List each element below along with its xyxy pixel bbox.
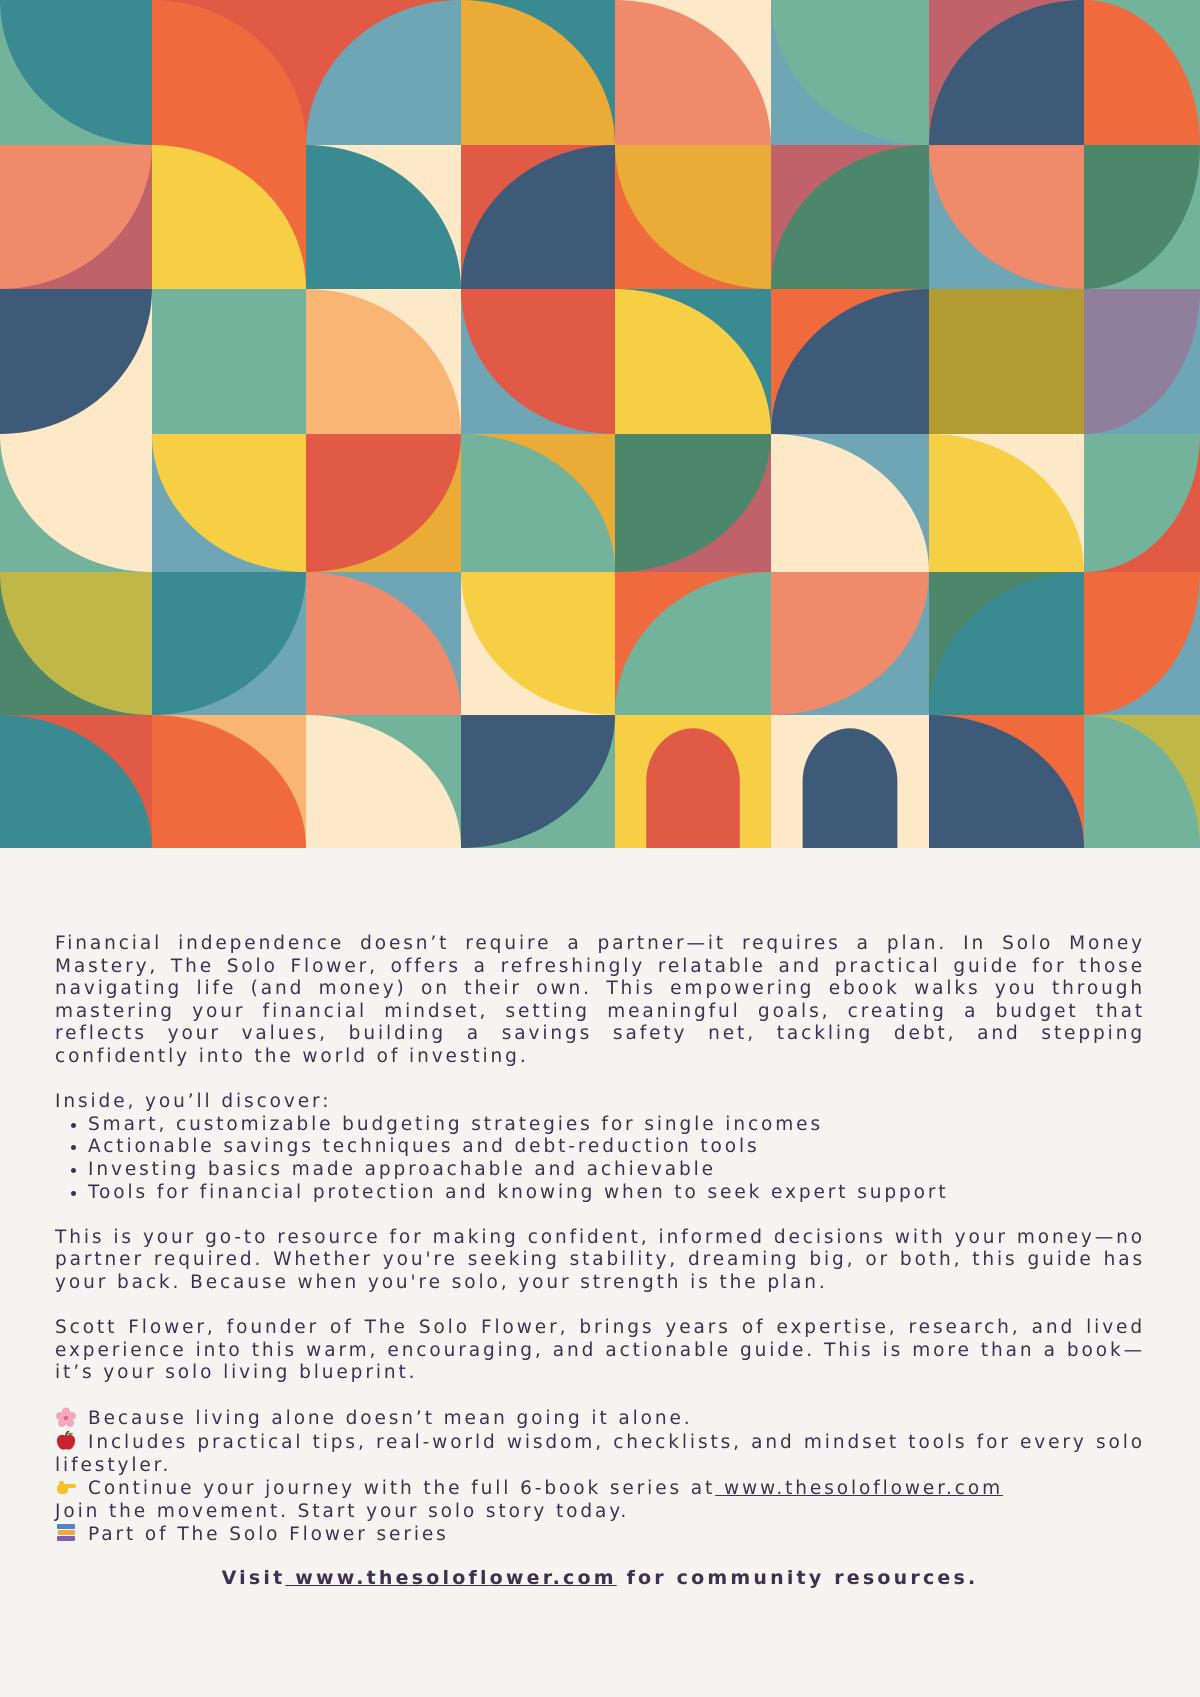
pattern-tile [1084, 715, 1200, 848]
pattern-shape [646, 728, 740, 848]
pattern-tile [1084, 434, 1200, 573]
pattern-tile [152, 434, 307, 573]
pattern-tile [615, 289, 772, 435]
discover-heading: Inside, you’ll discover: [55, 1091, 332, 1113]
pattern-tile [152, 0, 307, 146]
pattern-tile [1084, 289, 1200, 435]
pattern-tile [771, 289, 930, 435]
pattern-tile [461, 434, 616, 573]
cherry-blossom-icon [55, 1407, 77, 1427]
pattern-tile [461, 289, 616, 435]
pattern-tile [615, 434, 772, 573]
pattern-tile [152, 715, 307, 848]
pattern-tile [771, 434, 930, 573]
series-text: Part of The Solo Flower series [88, 1524, 449, 1546]
description-text [55, 933, 1145, 1547]
pattern-tile [929, 434, 1085, 573]
pattern-tile [615, 145, 772, 290]
pattern-tile [461, 572, 616, 716]
list-item: • Investing basics made approachable and achievable [88, 1159, 1145, 1182]
pattern-tile [306, 715, 462, 848]
pattern-tile [929, 715, 1085, 848]
pattern-tile [0, 289, 153, 435]
tagline-text: Because living alone doesn’t mean going it alone. [88, 1408, 693, 1430]
includes-line [55, 1431, 1145, 1477]
pattern-tile [771, 0, 930, 146]
pattern-tile [771, 145, 930, 290]
pattern-tile [306, 145, 462, 290]
pattern-tile [461, 0, 616, 146]
pattern-tile [306, 0, 462, 146]
pattern-tile [1084, 572, 1200, 716]
feature-list [55, 1114, 1145, 1204]
footer-prefix: Visit [221, 1567, 286, 1589]
pointing-hand-icon [55, 1477, 77, 1497]
footer-suffix: for community resources. [616, 1567, 979, 1589]
series-line [55, 1523, 1145, 1547]
pattern-tile [306, 434, 462, 573]
pattern-tile [1084, 145, 1200, 290]
pattern-tile [929, 145, 1085, 290]
pattern-tile [929, 572, 1085, 716]
pattern-tile [0, 0, 153, 146]
continue-line [55, 1477, 1145, 1501]
pattern-tile [615, 715, 772, 848]
pattern-tile [0, 434, 153, 573]
pattern-tile [461, 145, 616, 290]
pattern-tile [152, 145, 307, 290]
list-item: • Actionable savings techniques and debt-reduction tools [88, 1136, 1145, 1159]
includes-text: Includes practical tips, real-world wisdom, checklists, and mindset tools for every solo lifestyler. [55, 1432, 1145, 1476]
pattern-tile [0, 715, 153, 848]
pattern-tile [615, 572, 772, 716]
books-icon [55, 1523, 77, 1543]
footer [0, 1567, 1200, 1589]
pattern-tile [306, 572, 462, 716]
list-item: • Smart, customizable budgeting strategies for single incomes [88, 1114, 1145, 1137]
pattern-tile [461, 715, 616, 848]
pattern-tile [929, 0, 1085, 146]
footer-website-link[interactable]: www.thesoloflower.com [285, 1567, 617, 1589]
pattern-tile [152, 289, 307, 435]
pattern-tile [306, 289, 462, 435]
continue-text: Continue your journey with the full 6-book series at [88, 1478, 716, 1500]
intro-paragraph: Financial independence doesn’t require a partner—it requires a plan. In Solo Money Mastery, The Solo Flower, offers a refreshingly relatable and practical guide for those navigating life (and money) on their own. This empowering ebook walks you through mastering your financial mindset, setting meaningful goals, creating a budget that reflects your values, building a savings safety net, tackling debt, and stepping confidently into the world of investing. [55, 933, 1145, 1067]
pattern-tile [929, 289, 1085, 435]
resource-paragraph: This is your go-to resource for making confident, informed decisions with your money—no partner required. Whether you're seeking stability, dreaming big, or both, this guide has your back. Because when you're solo, your strength is the plan. [55, 1226, 1145, 1293]
pattern-tile [771, 715, 930, 848]
pattern-tile [152, 572, 307, 716]
pattern-tile [615, 0, 772, 146]
apple-icon [55, 1431, 77, 1451]
tagline-line [55, 1407, 1145, 1431]
series-website-link[interactable]: www.thesoloflower.com [715, 1478, 1004, 1500]
author-paragraph: Scott Flower, founder of The Solo Flower, brings years of expertise, research, and lived experience into this warm, encouraging, and actionable guide. This is more than a book—it’s your solo living blueprint. [55, 1317, 1145, 1384]
cover-art [0, 0, 1200, 848]
list-item: • Tools for financial protection and knowing when to seek expert support [88, 1182, 1145, 1205]
pattern-shape [803, 728, 898, 848]
pattern-tile [0, 572, 153, 716]
pattern-tile [1084, 0, 1200, 146]
pattern-tile [771, 572, 930, 716]
join-text: Join the movement. Start your solo story today. [55, 1500, 630, 1522]
pattern-tile [0, 145, 153, 290]
